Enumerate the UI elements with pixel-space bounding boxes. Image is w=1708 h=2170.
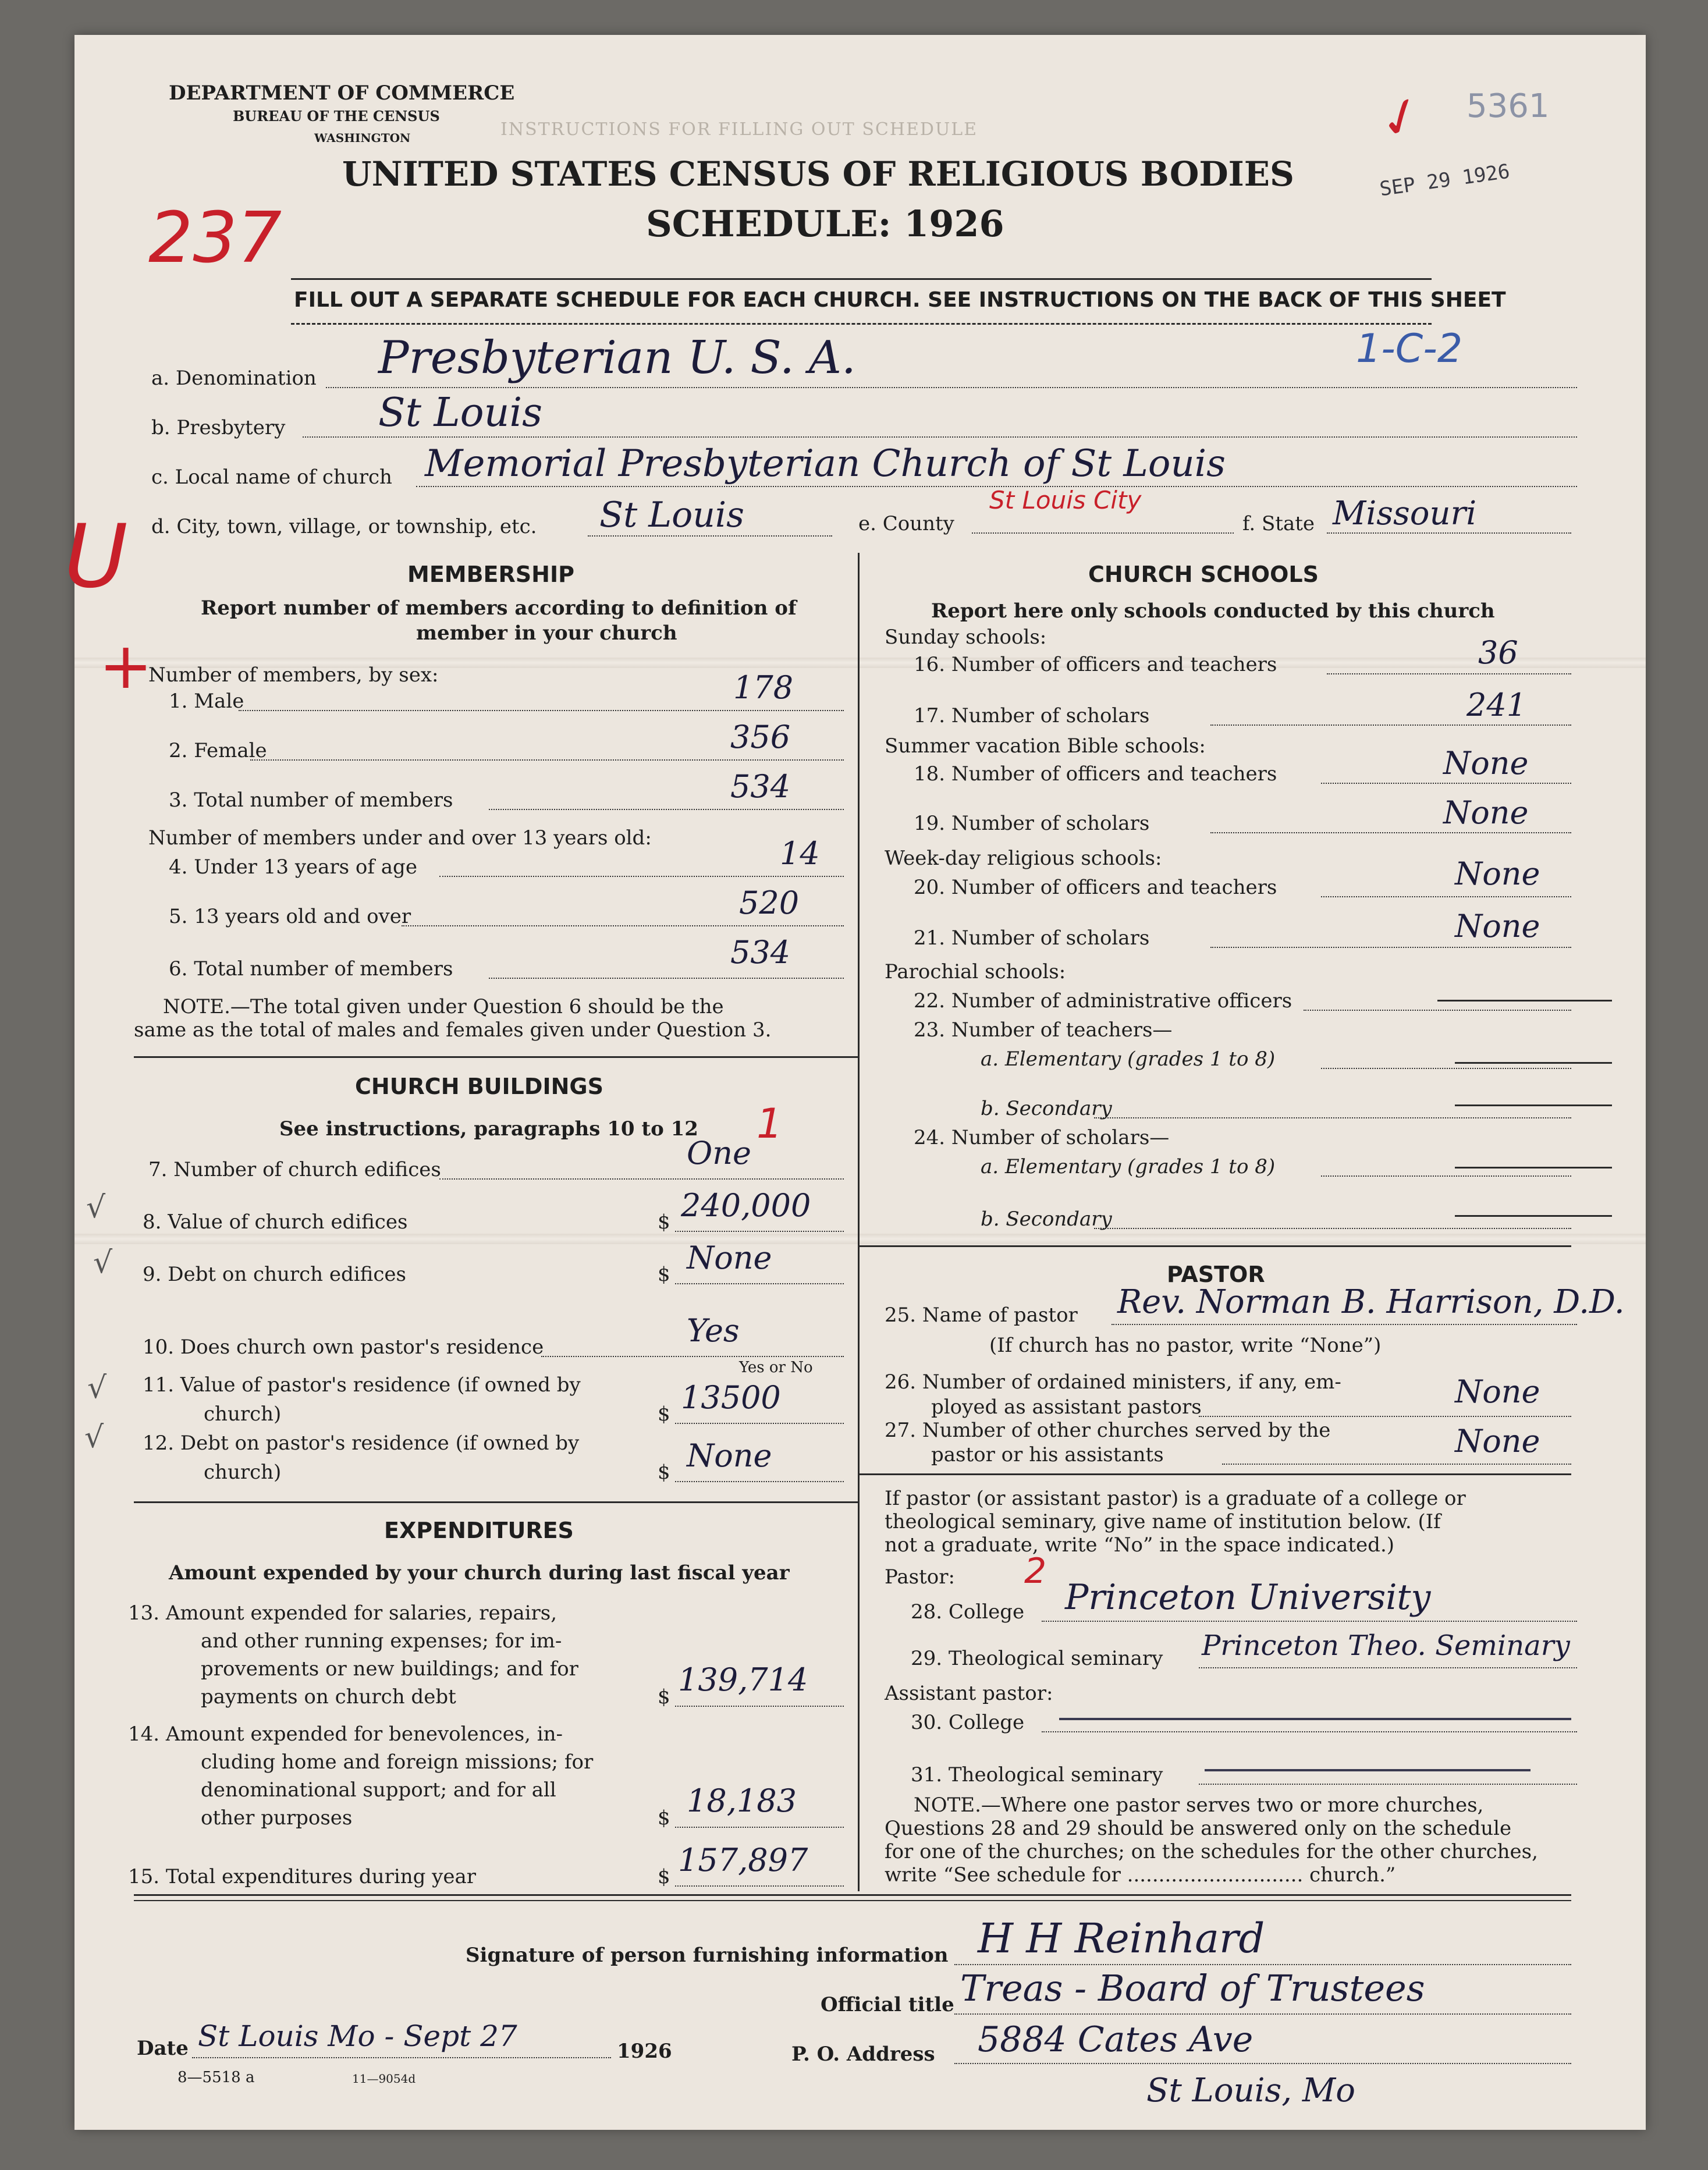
membership-subheading: Report number of members according to definition of (201, 596, 797, 620)
presbytery-value[interactable]: St Louis (378, 390, 543, 436)
expenditures-heading: EXPENDITURES (384, 1518, 574, 1543)
q28-line (1042, 1621, 1577, 1622)
q7-value[interactable]: One (687, 1135, 752, 1171)
q2-value[interactable]: 356 (730, 719, 791, 755)
q4-value[interactable]: 14 (780, 835, 820, 872)
parochial-schools-label: Parochial schools: (885, 960, 1066, 983)
q15-value[interactable]: 157,897 (678, 1842, 808, 1878)
county-value[interactable]: St Louis City (989, 486, 1142, 514)
q20-value[interactable]: None (1455, 855, 1540, 892)
q4-label: 4. Under 13 years of age (169, 855, 417, 879)
graduate-instruction: not a graduate, write “No” in the space indicated.) (885, 1533, 1395, 1557)
form-number: 8—5518 a (177, 2069, 255, 2086)
pastor-note: for one of the churches; on the schedules for the other churches, (885, 1840, 1538, 1863)
red-annotation-u: U (64, 506, 128, 608)
q27-line (1222, 1464, 1571, 1465)
buildings-subheading: See instructions, paragraphs 10 to 12 (279, 1117, 698, 1141)
q28-value[interactable]: Princeton University (1065, 1577, 1431, 1618)
q24-label: 24. Number of scholars— (914, 1126, 1170, 1149)
membership-note: same as the total of males and females given under Question 3. (134, 1018, 772, 1042)
q5-label: 5. 13 years old and over (169, 905, 411, 928)
assistant-pastor-sublabel: Assistant pastor: (885, 1682, 1053, 1705)
footer-rule (134, 1900, 1571, 1901)
members-by-age-label: Number of members under and over 13 years old: (148, 826, 652, 850)
official-title-label: Official title (821, 1993, 954, 2016)
pastor-heading: PASTOR (1167, 1262, 1265, 1287)
q30-label: 30. College (911, 1711, 1025, 1734)
form-title: UNITED STATES CENSUS OF RELIGIOUS BODIES (342, 154, 1294, 194)
q17-line (1210, 724, 1571, 726)
red-annotation-2: 2 (1024, 1551, 1047, 1592)
q22-line (1304, 1010, 1571, 1011)
dollar-sign: $ (658, 1402, 670, 1426)
schedule-year: SCHEDULE: 1926 (646, 203, 1004, 245)
membership-heading: MEMBERSHIP (407, 562, 574, 587)
membership-subheading: member in your church (416, 621, 677, 645)
q11-value[interactable]: 13500 (681, 1379, 781, 1416)
state-line (1327, 532, 1571, 534)
tick-mark: √ (84, 1420, 104, 1455)
q14-line (675, 1827, 844, 1828)
q23a-line (1321, 1068, 1571, 1069)
dollar-sign: $ (658, 1685, 670, 1709)
schedule-number: 5361 (1466, 87, 1550, 125)
q12-label-cont: church) (204, 1461, 282, 1484)
q22-dash (1437, 1000, 1612, 1001)
q25-value[interactable]: Rev. Norman B. Harrison, D.D. (1117, 1283, 1625, 1321)
q25-label: 25. Name of pastor (885, 1304, 1078, 1327)
date-line (192, 2057, 611, 2058)
county-label: e. County (858, 512, 954, 535)
blue-classification-code: 1-C-2 (1356, 326, 1463, 372)
q24a-dash (1455, 1167, 1612, 1169)
date-label: Date (137, 2037, 189, 2060)
q12-value[interactable]: None (687, 1437, 772, 1474)
official-title-line (954, 2013, 1571, 2015)
q24a-label: a. Elementary (grades 1 to 8) (981, 1155, 1276, 1178)
q11-label: 11. Value of pastor's residence (if owned by (143, 1373, 581, 1397)
q29-value[interactable]: Princeton Theo. Seminary (1202, 1629, 1570, 1662)
q24b-label: b. Secondary (981, 1207, 1112, 1231)
q31-dash (1205, 1769, 1531, 1771)
header-rule (291, 323, 1432, 325)
graduate-instruction: If pastor (or assistant pastor) is a graduate of a college or (885, 1487, 1466, 1510)
q20-line (1321, 896, 1571, 897)
q5-line (402, 925, 844, 926)
q3-line (489, 809, 844, 810)
q25-line (1112, 1324, 1577, 1325)
q19-value[interactable]: None (1443, 794, 1529, 831)
yes-no-hint: Yes or No (739, 1359, 813, 1376)
header-rule (291, 278, 1432, 280)
dollar-sign: $ (658, 1263, 670, 1286)
q6-value[interactable]: 534 (730, 934, 791, 971)
signature-line (954, 1964, 1571, 1965)
official-title-value[interactable]: Treas - Board of Trustees (960, 1967, 1425, 2009)
dollar-sign: $ (658, 1461, 670, 1484)
county-line (972, 532, 1234, 534)
section-rule (858, 1473, 1571, 1475)
q21-value[interactable]: None (1455, 908, 1540, 944)
presbytery-label: b. Presbytery (151, 416, 286, 439)
q23b-line (1094, 1117, 1571, 1118)
summer-schools-label: Summer vacation Bible schools: (885, 734, 1206, 758)
section-rule (134, 1056, 858, 1058)
pastor-note: write “See schedule for ............................ church.” (885, 1863, 1396, 1887)
q1-label: 1. Male (169, 690, 244, 713)
q9-value[interactable]: None (687, 1240, 772, 1276)
q23b-dash (1455, 1104, 1612, 1106)
q24a-line (1321, 1175, 1571, 1177)
fill-instruction: FILL OUT A SEPARATE SCHEDULE FOR EACH CHURCH. SEE INSTRUCTIONS ON THE BACK OF THIS SHEET (294, 288, 1506, 312)
column-divider (858, 553, 860, 1891)
q23a-label: a. Elementary (grades 1 to 8) (981, 1047, 1276, 1071)
signature-value[interactable]: H H Reinhard (978, 1915, 1265, 1962)
q13-line1: 13. Amount expended for salaries, repairs, (128, 1601, 558, 1625)
red-annotation-1: 1 (757, 1100, 783, 1148)
q1-value[interactable]: 178 (733, 669, 794, 706)
received-date-stamp: SEP 29 1926 (1378, 159, 1511, 201)
q10-line (541, 1356, 844, 1357)
po-address-city[interactable]: St Louis, Mo (1146, 2072, 1355, 2109)
q14-line4: other purposes (201, 1806, 353, 1830)
q16-value[interactable]: 36 (1478, 634, 1518, 671)
fold-line (74, 1234, 1646, 1244)
q3-label: 3. Total number of members (169, 789, 453, 812)
q19-label: 19. Number of scholars (914, 812, 1150, 835)
department-name: DEPARTMENT OF COMMERCE (169, 81, 515, 105)
expenditures-subheading: Amount expended by your church during last fiscal year (169, 1561, 790, 1585)
members-by-sex-label: Number of members, by sex: (148, 663, 439, 687)
q18-line (1321, 783, 1571, 784)
city-value[interactable]: St Louis (599, 495, 744, 535)
weekday-schools-label: Week-day religious schools: (885, 847, 1162, 870)
section-rule (858, 1245, 1571, 1247)
q23b-label: b. Secondary (981, 1097, 1112, 1120)
buildings-heading: CHURCH BUILDINGS (355, 1074, 603, 1099)
q14-line2: cluding home and foreign missions; for (201, 1750, 594, 1774)
date-year: 1926 (617, 2040, 672, 2063)
state-label: f. State (1242, 512, 1315, 535)
q15-label: 15. Total expenditures during year (128, 1865, 477, 1888)
red-checkmark: ✓ (1370, 81, 1433, 154)
q27-label-cont: pastor or his assistants (931, 1443, 1164, 1466)
q13-line (675, 1706, 844, 1707)
q13-line4: payments on church debt (201, 1685, 456, 1709)
po-address-value[interactable]: 5884 Cates Ave (978, 2019, 1254, 2060)
city-label: d. City, town, village, or township, etc. (151, 515, 537, 538)
po-address-label: P. O. Address (791, 2043, 935, 2066)
q16-label: 16. Number of officers and teachers (914, 653, 1277, 676)
q26-label-cont: ployed as assistant pastors (931, 1395, 1202, 1419)
print-number: 11—9054d (352, 2072, 416, 2086)
q16-line (1327, 673, 1571, 674)
q11-line (675, 1423, 844, 1424)
church-name-value[interactable]: Memorial Presbyterian Church of St Louis (425, 442, 1226, 485)
sunday-schools-label: Sunday schools: (885, 626, 1047, 649)
q30-dash (1059, 1718, 1571, 1720)
q18-label: 18. Number of officers and teachers (914, 762, 1277, 786)
q8-line (675, 1231, 844, 1232)
q28-label: 28. College (911, 1600, 1025, 1624)
q27-label: 27. Number of other churches served by the (885, 1419, 1331, 1442)
tick-mark: √ (86, 1190, 106, 1225)
q7-label: 7. Number of church edifices (148, 1158, 441, 1181)
bleed-through-text: INSTRUCTIONS FOR FILLING OUT SCHEDULE (500, 119, 978, 140)
q19-line (1210, 832, 1571, 833)
bureau-name: BUREAU OF THE CENSUS (233, 108, 440, 125)
q8-value[interactable]: 240,000 (681, 1187, 811, 1224)
presbytery-line (303, 436, 1577, 438)
q11-label-cont: church) (204, 1402, 282, 1426)
q25-note: (If church has no pastor, write “None”) (989, 1334, 1382, 1357)
red-annotation-plus: + (99, 628, 153, 703)
pastor-note: NOTE.—Where one pastor serves two or more churches, (914, 1793, 1484, 1817)
q27-value[interactable]: None (1455, 1423, 1540, 1459)
dollar-sign: $ (658, 1210, 670, 1234)
q14-value[interactable]: 18,183 (687, 1782, 797, 1819)
q13-line2: and other running expenses; for im- (201, 1629, 562, 1653)
q7-line (439, 1178, 844, 1180)
q10-label: 10. Does church own pastor's residence (143, 1336, 544, 1359)
q26-value[interactable]: None (1455, 1373, 1540, 1410)
q23a-dash (1455, 1062, 1612, 1064)
q2-label: 2. Female (169, 739, 267, 762)
q31-line (1199, 1784, 1577, 1785)
q12-line (675, 1481, 844, 1482)
q15-line (675, 1885, 844, 1887)
q13-value[interactable]: 139,714 (678, 1661, 808, 1698)
city-name: WASHINGTON (314, 131, 411, 145)
q26-label: 26. Number of ordained ministers, if any, em- (885, 1370, 1341, 1394)
denomination-label: a. Denomination (151, 367, 317, 390)
q6-line (489, 978, 844, 979)
q30-line (1042, 1731, 1577, 1732)
dollar-sign: $ (658, 1806, 670, 1830)
dollar-sign: $ (658, 1865, 670, 1888)
q10-value[interactable]: Yes (687, 1312, 740, 1349)
denomination-line (326, 387, 1577, 388)
tick-mark: √ (93, 1245, 113, 1280)
q26-line (1199, 1416, 1571, 1417)
graduate-instruction: theological seminary, give name of institution below. (If (885, 1510, 1441, 1533)
q12-label: 12. Debt on pastor's residence (if owned by (143, 1432, 580, 1455)
pastor-note: Questions 28 and 29 should be answered only on the schedule (885, 1817, 1512, 1840)
state-value[interactable]: Missouri (1333, 495, 1477, 532)
denomination-value[interactable]: Presbyterian U. S. A. (378, 332, 856, 384)
q8-label: 8. Value of church edifices (143, 1210, 408, 1234)
q17-value[interactable]: 241 (1466, 687, 1527, 723)
q24b-line (1094, 1228, 1571, 1229)
church-name-label: c. Local name of church (151, 466, 392, 489)
po-address-line (954, 2063, 1571, 2064)
q29-line (1199, 1667, 1577, 1668)
q9-line (675, 1283, 844, 1284)
q24b-dash (1455, 1215, 1612, 1217)
q13-line3: provements or new buildings; and for (201, 1657, 578, 1681)
q9-label: 9. Debt on church edifices (143, 1263, 406, 1286)
q22-label: 22. Number of administrative officers (914, 989, 1292, 1013)
q23-label: 23. Number of teachers— (914, 1018, 1173, 1042)
schools-subheading: Report here only schools conducted by this church (931, 599, 1495, 623)
pastor-sublabel: Pastor: (885, 1565, 955, 1589)
red-annotation-237: 237 (148, 198, 282, 279)
tick-mark: √ (87, 1370, 107, 1405)
q21-label: 21. Number of scholars (914, 926, 1150, 950)
q14-line1: 14. Amount expended for benevolences, in- (128, 1722, 563, 1746)
signature-label: Signature of person furnishing information (466, 1944, 949, 1967)
date-value[interactable]: St Louis Mo - Sept 27 (198, 2019, 517, 2053)
q29-label: 29. Theological seminary (911, 1647, 1163, 1670)
q2-line (250, 759, 844, 761)
q18-value[interactable]: None (1443, 745, 1529, 782)
q14-line3: denominational support; and for all (201, 1778, 556, 1802)
q21-line (1210, 947, 1571, 948)
q4-line (439, 876, 844, 877)
q31-label: 31. Theological seminary (911, 1763, 1163, 1787)
q3-value[interactable]: 534 (730, 768, 791, 805)
section-rule (134, 1501, 858, 1503)
q17-label: 17. Number of scholars (914, 704, 1150, 727)
city-line (588, 535, 832, 537)
q20-label: 20. Number of officers and teachers (914, 876, 1277, 899)
schools-heading: CHURCH SCHOOLS (1088, 562, 1319, 587)
footer-rule (134, 1894, 1571, 1896)
q1-line (239, 710, 844, 711)
q5-value[interactable]: 520 (739, 885, 800, 921)
q6-label: 6. Total number of members (169, 957, 453, 981)
membership-note: NOTE.—The total given under Question 6 should be the (163, 995, 724, 1018)
